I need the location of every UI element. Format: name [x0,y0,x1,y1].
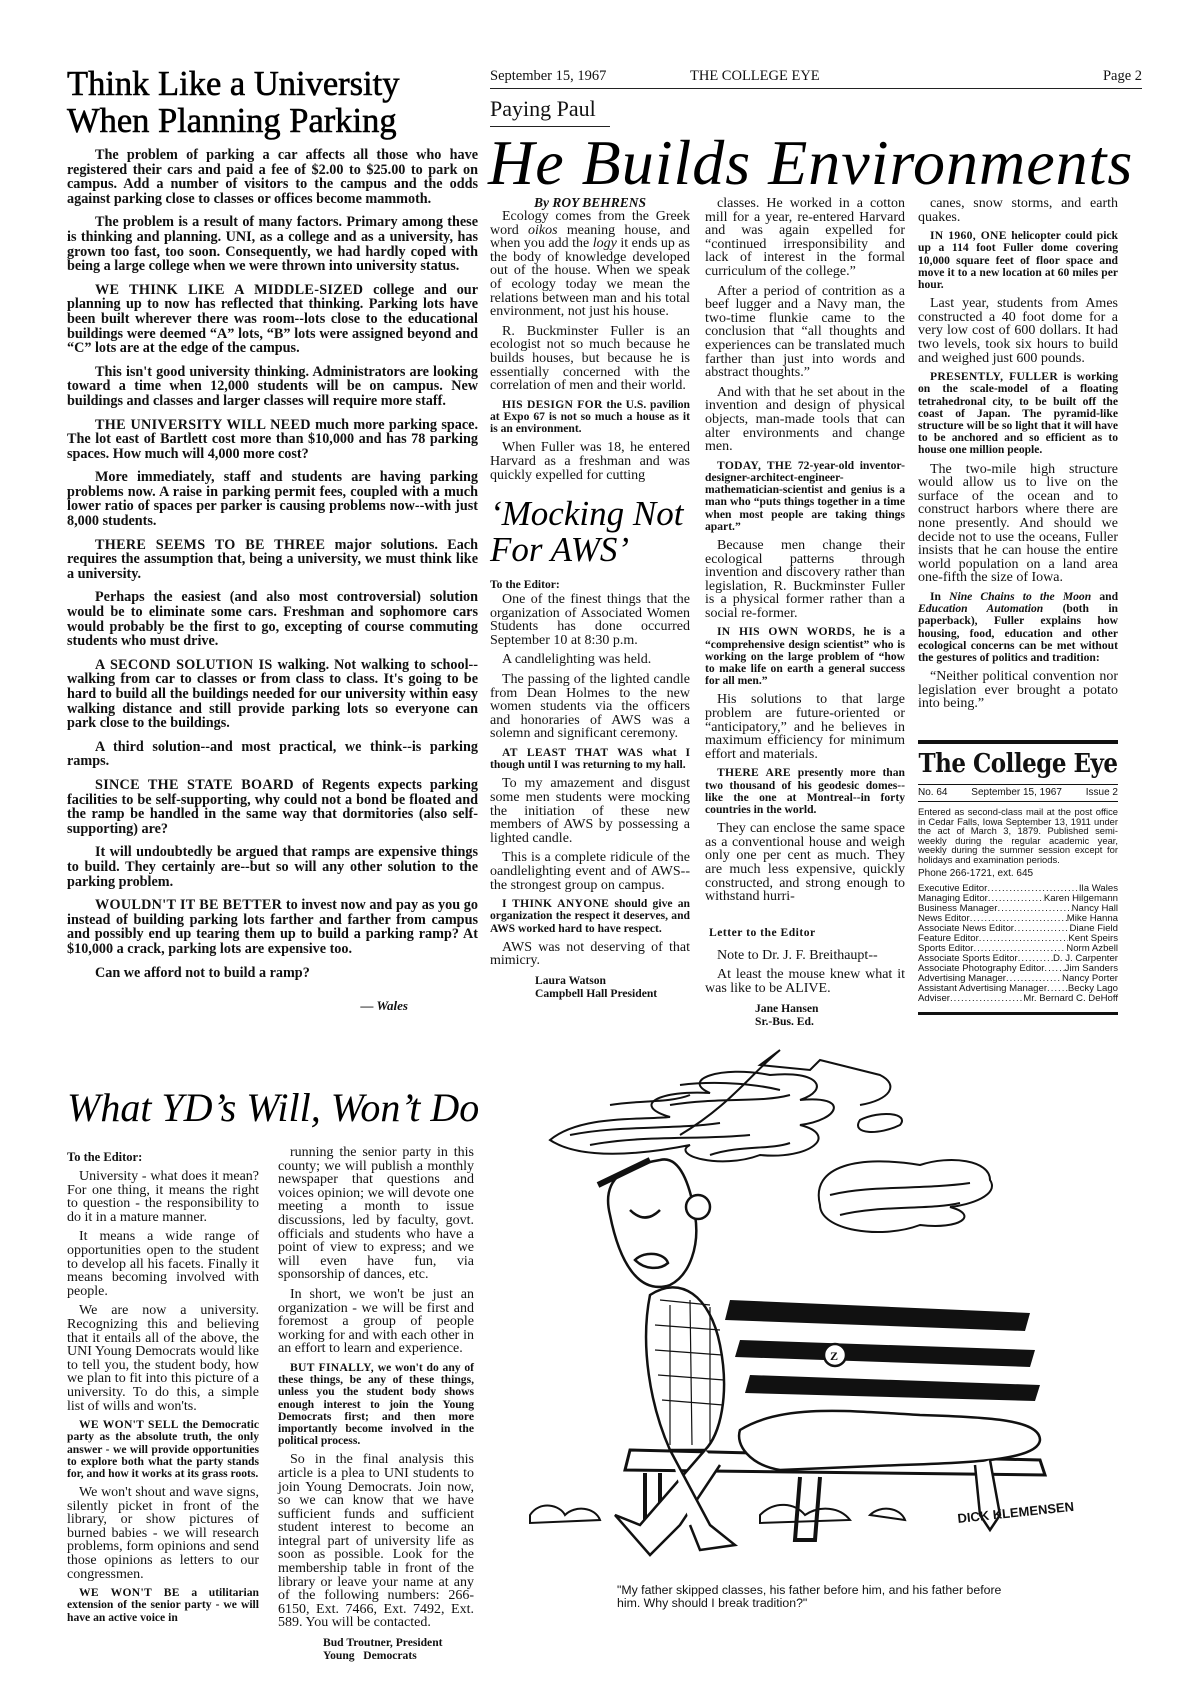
paragraph: And with that he set about in the invention and design of physical objects, man-made tools that can alter environments and change men. [705,384,905,455]
paragraph: This isn't good university thinking. Administrators are looking toward a time when 12,000 students will be on campus. New buildings and classes and larger classes will require more staff. [67,363,478,409]
staff-role: Sports Editor [918,942,974,954]
italic-title: Education Automation [918,602,1044,616]
paragraph: classes. He worked in a cotton mill for a year, re-entered Harvard and was again expelled for “continued irresponsibility and lack of interest in the formal curriculum of the college.” [705,196,905,279]
paragraph: TODAY, THE 72-year-old inventor-designer-architect-engineer-mathematician-scientist and genius is a man who “puts things together in a time when most people are taking things apart.” [705,458,905,533]
sleep-z-mark: Z [830,1349,839,1363]
paragraph: Can we afford not to build a ramp? [95,964,310,981]
letter-headline: Letter to the Editor [709,925,816,939]
paragraph: To my amazement and disgust some men students were mocking the initiation of these new members of AWS by possessing a lighted candle. [490,776,690,846]
aws-signature-name: Laura Watson [535,974,606,987]
paragraph: A SECOND SOLUTION IS walking. Not walking to school--walking from car to classes or from class to class. It's going to be hard to build all the buildings needed for our university within easy walking distance and still provide parking lots so everyone can park close to the buildings. [67,656,478,732]
masthead-phone: Phone 266-1721, ext. 645 [918,867,1034,879]
fuller-byline: By ROY BEHRENS [533,195,647,210]
staff-role: Associate Sports Editor [918,952,1018,964]
yd-salutation: To the Editor: [67,1150,143,1164]
paragraph: IN HIS OWN WORDS, he is a “comprehensive design scientist” who is working on the large problem of “how to make life on earth a general success for all men.” [705,625,905,688]
cartoon-illustration [520,1045,1080,1575]
paragraph-lead: WE THINK LIKE A MIDDLE-SIZED [95,281,364,298]
paragraph-lead: A SECOND SOLUTION IS [95,656,273,673]
walking-student [598,1159,735,1555]
masthead-notice: Entered as second-class mail at the post office in Cedar Falls, Iowa September 13, 1911 under the act of March 3, 1879. Published semi-weekly during the regular academic year, weekly during the summer session except for holidays and examination periods. [918,806,1118,865]
paragraph: In short, we won't be just an organization - we will be first and foremost a group of people working for and with each other in an effort to learn and experience. [278,1286,474,1357]
paragraph-lead: AT LEAST THAT WAS [502,746,644,760]
artist-signature: DICK KLEMENSEN [956,1498,1075,1526]
staff-role: Executive Editor [918,882,988,894]
yd-signature-name: Bud Troutner, President [323,1636,443,1650]
parking-body [67,148,478,980]
letter-signature-name: Jane Hansen [755,1001,819,1015]
parking-headline-line2: When Planning Parking [67,102,397,140]
staff-dots [1014,924,1069,934]
paragraph: Note to Dr. J. F. Breithaupt-- [717,947,878,963]
parking-signature: — Wales [360,998,408,1014]
staff-dots [979,934,1069,944]
staff-dots [997,904,1071,914]
paragraph: WE WON'T SELL the Democratic party as the absolute truth, the only answer - we will provide opportunities to explore both what the party stands for, and how it works at its grass roots. [67,1418,259,1480]
cartoon-caption: "My father skipped classes, his father before him, and his father before him. Why should I break tradition?" [617,1583,1002,1610]
paragraph: One of the finest things that the organization of Associated Women Students has done occurred September 10 at 8:30 p.m. [490,592,690,648]
paragraph-lead: HIS DESIGN FOR [502,397,603,411]
paragraph: WOULDN'T IT BE BETTER to invest now and pay as you go instead of building parking lots farther and farther from campus and possibly end up tearing them up to build a parking ramp? At $10,000 a crack, parking lots are expensive too. [67,897,478,957]
masthead-issue-bar [918,784,1118,802]
paragraph: The problem of parking a car affects all those who have registered their cars and paid a fee of $2.00 to $25.00 to park on campus. Add a number of visitors to the campus and the odds against parking close to classes or offices become mammoth. [67,147,478,207]
paragraph: It means a wide range of opportunities open to the student to develop all his facets. Finally it means becoming involved with people. [67,1229,259,1299]
staff-name: Ila Wales [1078,882,1118,894]
staff-role: Associate Photography Editor [918,962,1045,974]
paragraph: His solutions to that large problem are future-oriented or “anticipatory,” and he believes in maximum efficiency for minimum effort and materials. [705,692,905,762]
paragraph: The passing of the lighted candle from Dean Holmes to the new women students via the officers and honoraries of AWS was a solemn and significant ceremony. [490,672,690,742]
paragraph: IN 1960, ONE helicopter could pick up a 114 foot Fuller dome covering 10,000 square feet of floor space and move it to a new location at 60 miles per hour. [918,229,1119,291]
paragraph: THE UNIVERSITY WILL NEED much more parking space. The lot east of Bartlett cost more than $10,000 and has 78 parking spaces. How much will 4,000 more cost? [67,416,479,462]
paragraph: HIS DESIGN FOR the U.S. pavilion at Expo 67 is not so much a house as it is an environment. [490,397,690,436]
header-paper-name: THE COLLEGE EYE [690,68,820,84]
masthead [918,740,1118,1015]
parking-headline-line1: Think Like a University [67,65,400,103]
paragraph-lead: PRESENTLY, FULLER [930,370,1058,384]
yd-col1-body [67,1170,259,1624]
paragraph: The two-mile high structure would allow us to live on the surface of the ocean and to construct harbors where there are none presently. And should we decide not to use the oceans, Fuller insists that he can house the entire world population on a land area one-fifth the size of Iowa. [918,461,1118,586]
fuller-headline: He Builds Environments [488,127,1134,198]
paragraph: Because men change their ecological patterns through invention and discovery rather than legislation, R. Buckminster Fuller is a physical former rather than a social re-former. [705,537,905,621]
header-page-number: Page 2 [1102,68,1142,84]
italic-title: oikos [528,222,558,238]
yd-signature [278,1636,474,1662]
paragraph-lead: THERE ARE [717,766,791,780]
staff-role: Feature Editor [918,932,979,944]
paragraph: THERE SEEMS TO BE THREE major solutions. Each requires the assumption that, being a university, we must think like a university. [67,536,478,582]
paragraph: More immediately, staff and students are having parking problems now. A raise in parking permit fees, coupled with a much lower ratio of spaces per parker is causing problems now--with just 8,000 students. [67,469,478,530]
yd-headline: What YD’s Will, Won’t Do [67,1085,480,1130]
letter-signature [705,1002,905,1028]
paragraph: It will undoubtedly be argued that ramps are expensive things to build. They certainly are--but so will any other solution to the parking problem. [67,844,478,890]
paragraph: At least the mouse knew what it was like to be ALIVE. [705,967,905,997]
paragraph: AWS was not deserving of that mimicry. [490,939,690,969]
staff-name: Jim Sanders [1064,962,1118,974]
paragraph-lead: WE WON'T SELL [79,1418,179,1432]
paragraph-lead: IN HIS OWN WORDS, [717,625,856,639]
running-header [490,68,1142,89]
paragraph-lead: BUT FINALLY, [290,1360,374,1374]
staff-role: Advertising Manager [918,972,1006,984]
paragraph: AT LEAST THAT WAS what I though until I was returning to my hall. [490,746,690,772]
masthead-logo: The College Eye [918,747,1118,779]
paragraph-lead: IN 1960, ONE [930,229,1007,243]
staff-row [918,994,1118,1004]
staff-role: News Editor [918,912,970,924]
aws-body [490,593,690,968]
paragraph-lead: WOULDN'T IT BE BETTER [95,897,283,914]
fuller-col2-body [705,197,905,904]
paragraph-lead: TODAY, THE [717,458,793,472]
staff-name: Mike Hanna [1066,912,1118,924]
sleeping-student [739,1344,1040,1530]
staff-name: Nancy Porter [1062,972,1118,984]
paragraph: University - what does it mean? For one thing, it means the right to question - the responsibility to do it in a mature manner. [67,1169,259,1225]
paragraph: The problem is a result of many factors. Primary among these is thinking and planning. UNI, as a college and as a university, has grown too fast, too soon. Consequently, we had hardly coped with being a large college when we were thrown into university status. [67,214,478,275]
staff-name: Becky Lago [1067,982,1118,994]
paragraph: They can enclose the same space as a conventional house and weigh only one per cent as much. They are much less expensive, quickly constructed, and strong enough to withstand hurri- [705,821,905,905]
staff-name: Nancy Hall [1071,902,1118,914]
ground-shrubs [530,1505,905,1523]
letter-signature-title: Sr.-Bus. Ed. [755,1014,814,1028]
staff-name: Norm Azbell [1066,942,1118,954]
letter-to-editor [705,926,905,1028]
paragraph: PRESENTLY, FULLER is working on the scale-model of a floating tetrahedronal city, to be built off the coast of Japan. The pyramid-like structure will be so light that it will have to be anchored and so efficient as to house one million people. [918,370,1118,457]
staff-name: Mr. Bernard C. DeHoff [1023,992,1118,1004]
paragraph: We won't shout and wave signs, silently picket in front of the library, or show pictures of burned babies - we will research problems, form opinions and send those opinions as letters to our congressmen. [67,1485,259,1582]
paragraph: This is a complete ridicule of the oandlelighting event and of AWS--the strongest group on campus. [490,850,690,893]
paragraph-lead: WE WON'T BE [79,1586,180,1600]
header-date: September 15, 1967 [490,68,607,84]
paragraph: So in the final analysis this article is a plea to UNI students to join Young Democrats. Join now, so we can know that we have sufficient funds and sufficient student interest to become an integral part of university life as soon as possible. Look for the membership table in front of the library or leave your name at any of the following numbers: 266-6150, Ext. 7466, Ext. 7492, Ext. 589. You will be contacted. [278,1452,474,1631]
paragraph: R. Buckminster Fuller is an ecologist not so much because he builds houses, but because he is essentially concerned with the correlation of men and their world. [490,323,690,394]
aws-headline: ‘Mocking Not For AWS’ [490,494,684,570]
paragraph-lead: THERE SEEMS TO BE THREE [95,536,326,553]
aws-signature-title: Campbell Hall President [535,987,658,1000]
masthead-number: No. 64 [918,787,948,798]
staff-name: Karen Hilgemann [1043,892,1118,904]
fuller-kicker: Paying Paul [490,96,610,127]
letter-body [705,949,905,996]
yd-signature-title: Young Democrats [323,1649,417,1663]
aws-signature [490,974,690,1000]
paragraph: After a period of contrition as a beef lugger and a Navy man, the two-time flunkie came to the conclusion that “all thoughts and experiences can be translated much farther than just into words and abstract thoughts.” [705,283,905,381]
fuller-col1-body [490,210,690,482]
paragraph: Perhaps the easiest (and also most controversial) solution would be to eliminate some cars. Freshman and sophomore cars would probably be the first to go, excepting of course commuting students who must drive. [67,589,478,650]
paragraph: When Fuller was 18, he entered Harvard as a freshman and was quickly expelled for cutting [490,440,690,483]
paragraph-lead: THE UNIVERSITY WILL NEED [95,416,311,433]
paragraph: THERE ARE presently more than two thousand of his geodesic domes--like the one at Montreal--in forty countries in the world. [705,766,905,817]
staff-role: Adviser [918,992,950,1004]
paragraph-lead: I THINK ANYONE [502,897,610,911]
paragraph: BUT FINALLY, we won't do any of these things, be any of these things, unless you the student body shows enough interest to join the Young Democrats first; and then more importantly become involved in the political process. [278,1360,474,1448]
masthead-date: September 15, 1967 [971,787,1062,798]
staff-dots [950,994,1023,1004]
paragraph: canes, snow storms, and earth quakes. [918,196,1118,225]
paragraph: SINCE THE STATE BOARD of Regents expects parking facilities to be self-supporting, why could not a bond be floated and the ramp be handled in the same way that dormitories (also self-supporting) are? [67,776,478,837]
paragraph: In Nine Chains to the Moon and Education Automation (both in paperback), Fuller explains how housing, food, education and other ecological concerns can be met without the gestures of politics and tradition: [918,589,1119,664]
masthead-issue: Issue 2 [1085,787,1118,798]
paragraph: A third solution--and most practical, we think--is parking ramps. [67,738,478,770]
paragraph: WE THINK LIKE A MIDDLE-SIZED college and our planning up to now has reflected that thinking. Parking lots have been built wherever there was room--lots close to the educational buildings were deemed “A” lots, “B” lots were assigned beyond and “C” lots are at the edge of the campus. [67,281,478,357]
staff-role: Assistant Advertising Manager [918,982,1048,994]
aws-salutation: To the Editor: [490,578,560,592]
staff-list [918,884,1118,1004]
yd-column-1 [67,1150,259,1630]
staff-name: D. J. Carpenter [1052,952,1118,964]
paragraph: Ecology comes from the Greek word oikos meaning house, and when you add the logy it ends up as the body of knowledge developed out of the house. When we speak of ecology today we mean the relations between man and his total environment, not just his house. [490,209,690,320]
staff-role: Business Manager [918,902,998,914]
fuller-column-2 [705,197,905,1028]
paragraph: A candlelighting was held. [502,652,652,668]
fuller-column-1 [490,196,690,1000]
fuller-column-3 [918,197,1118,717]
italic-title: logy [592,236,617,252]
parking-headline [67,66,478,140]
italic-title: Nine Chains to the Moon [949,589,1092,603]
parking-editorial [67,66,478,1014]
staff-name: Diane Field [1069,922,1118,934]
paragraph: We are now a university. Recognizing this and believing that it entails all of the above, the UNI Young Democrats would like to tell you, the student body, how we plan to fit into this picture of a university. To do this, a simple list of wills and won'ts. [67,1303,259,1414]
paragraph: WE WON'T BE a utilitarian extension of the senior party - we will have an active voice in [67,1586,259,1624]
paragraph: I THINK ANYONE should give an organization the respect it deserves, and AWS worked hard to have respect. [490,897,690,935]
paragraph-lead: SINCE THE STATE BOARD [95,776,294,793]
paragraph: Last year, students from Ames constructed a 40 foot dome for a very low cost of 600 dollars. It had two levels, took six hours to build and weighed just 600 pounds. [918,296,1118,366]
paragraph: running the senior party in this county; we will publish a monthly newspaper that questions and voices opinion; we will devote one meeting a month to issue discussions, led by faculty, govt. officials and students who have a point of view to express; and we will even have fun, via sponsorship of dances, etc. [278,1145,474,1283]
staff-name: Kent Speirs [1068,932,1118,944]
yd-column-2 [278,1146,474,1662]
masthead-rule [918,1012,1118,1015]
yd-col2-body [278,1146,474,1630]
fuller-col3-body [918,197,1118,711]
paragraph: “Neither political convention nor legislation ever brought a potato into being.” [918,669,1118,712]
staff-role: Associate News Editor [918,922,1014,934]
staff-role: Managing Editor [918,892,988,904]
